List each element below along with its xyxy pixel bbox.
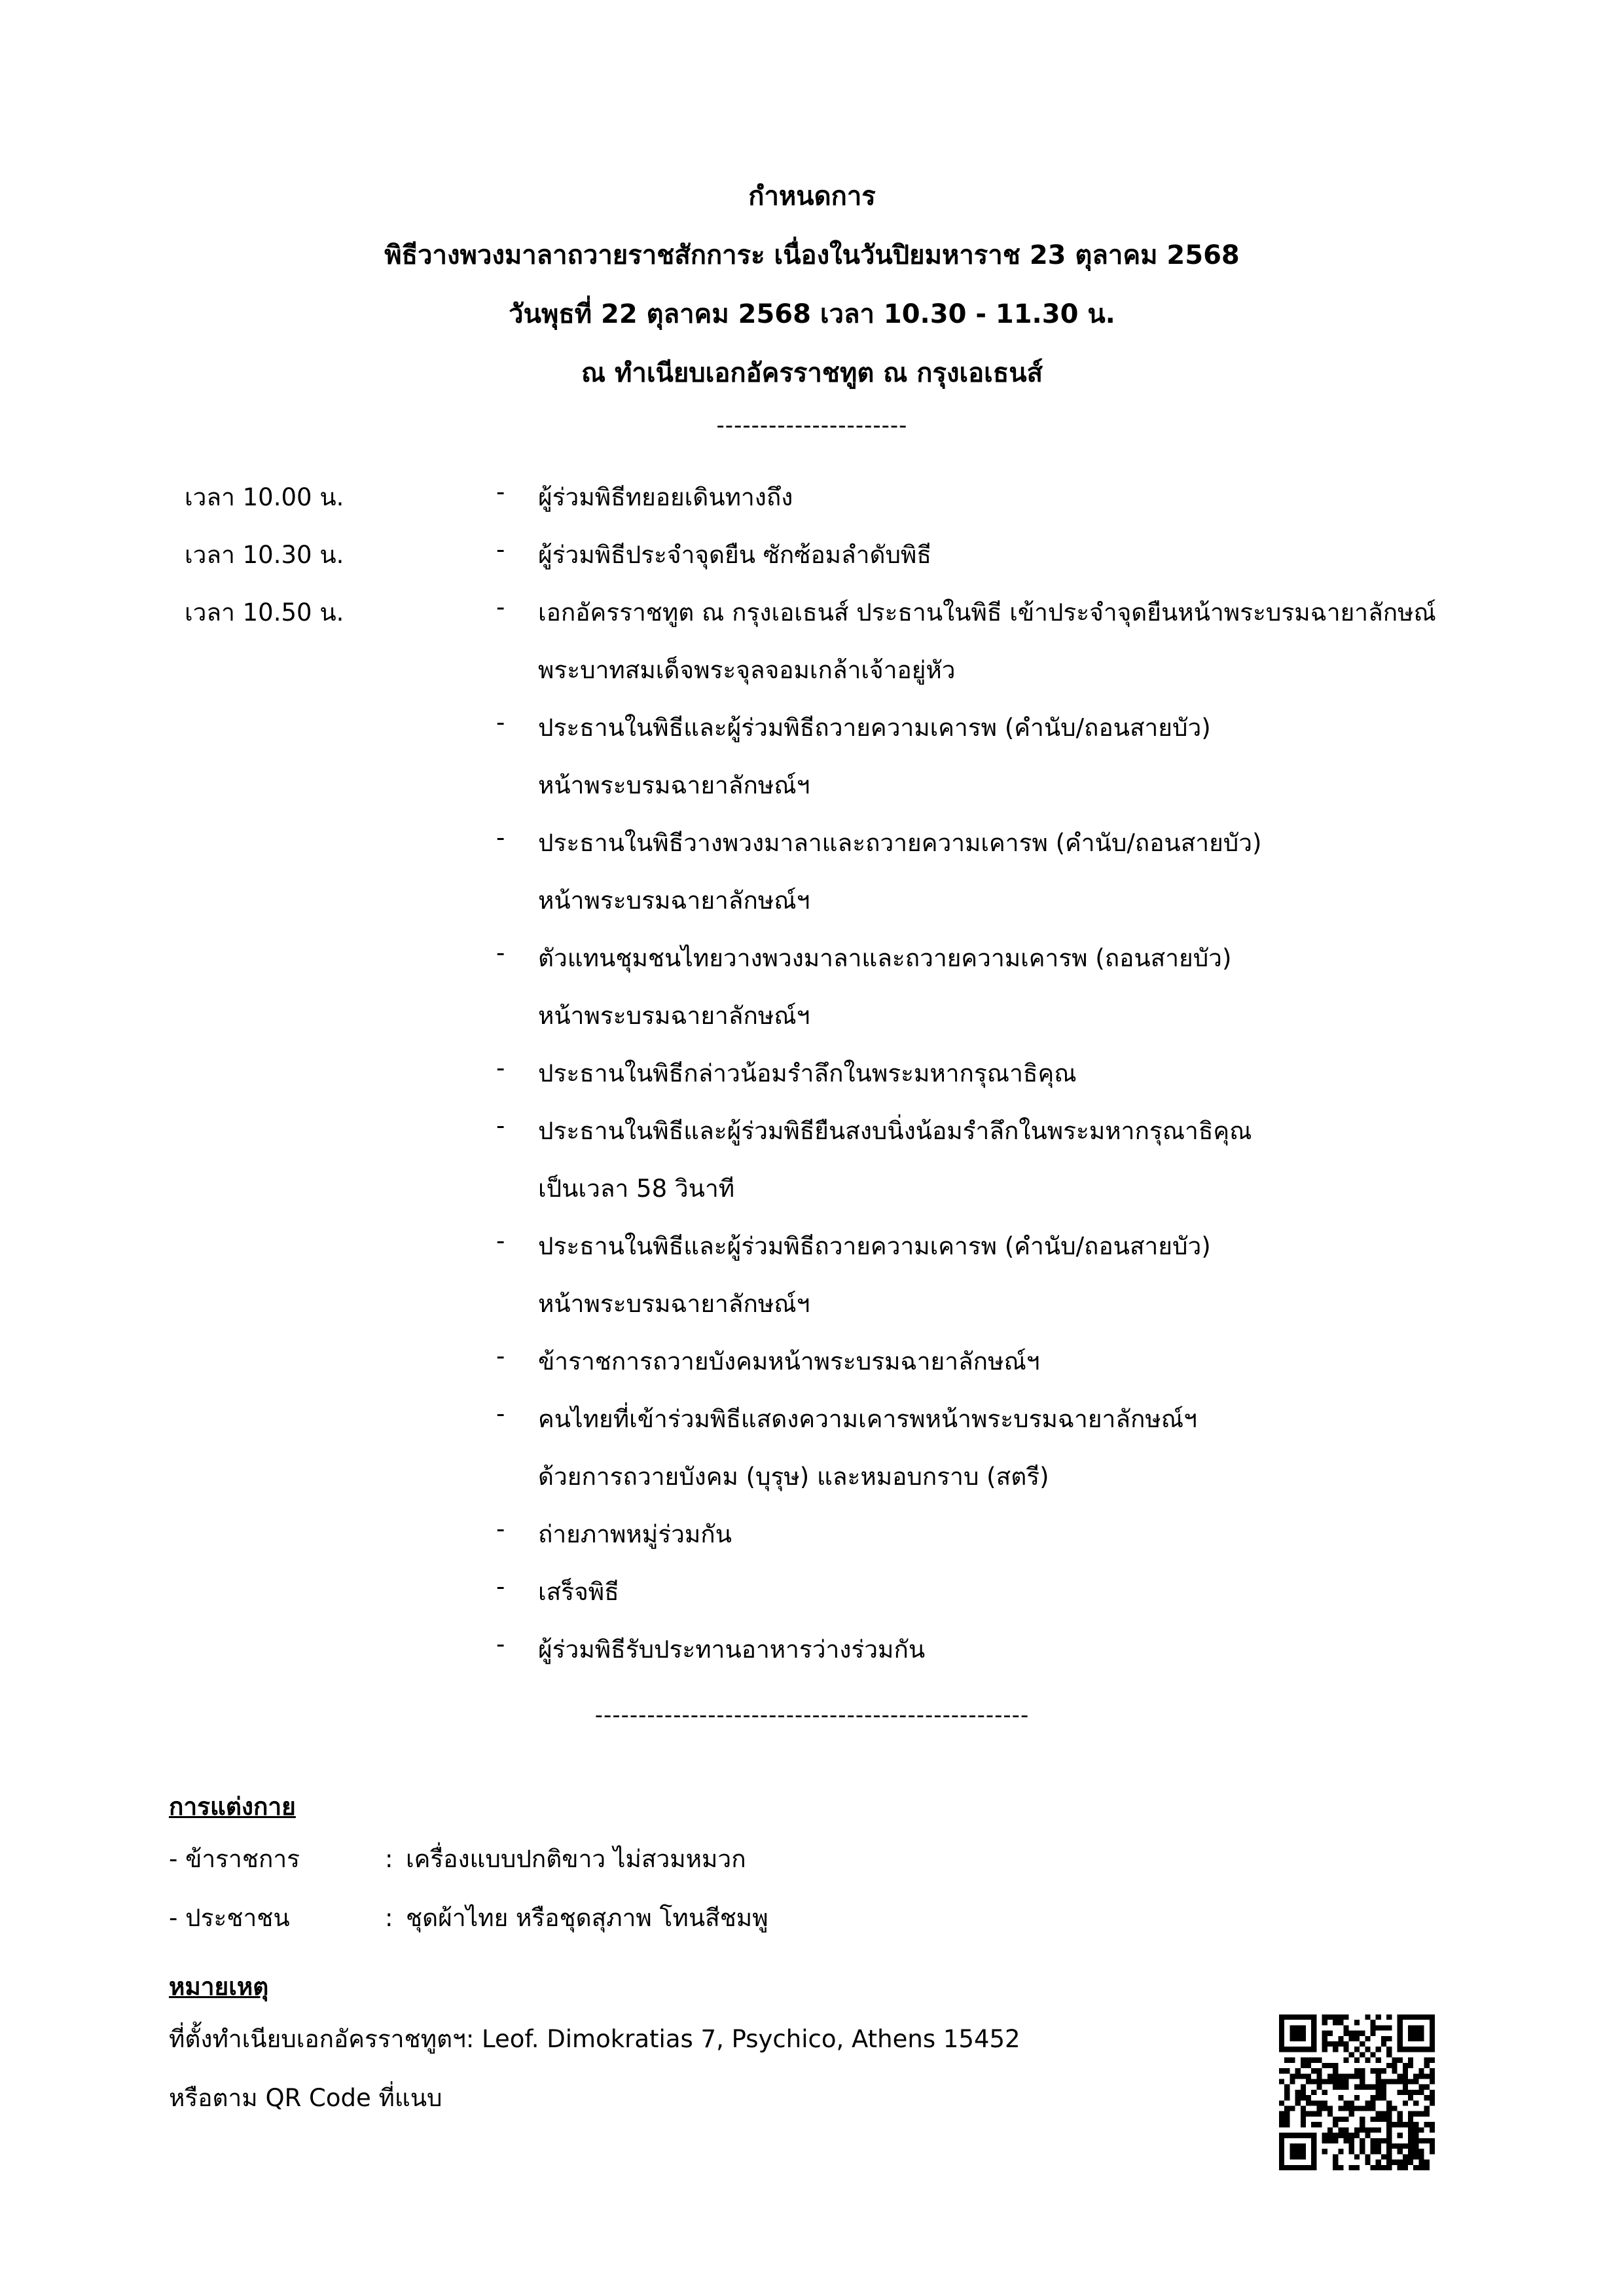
- schedule-row: [0, 1048, 1624, 1105]
- schedule-row: [0, 1105, 1624, 1163]
- schedule-row: [0, 1508, 1624, 1566]
- schedule-text: ผู้ร่วมพิธีประจำจุดยืน ซักซ้อมลำดับพิธี: [538, 541, 931, 569]
- dress-code-colon: :: [385, 1845, 393, 1873]
- dress-code-item: [169, 1830, 1282, 1889]
- schedule-dash: -: [496, 536, 505, 564]
- schedule-row: [0, 1278, 1624, 1336]
- schedule-text: คนไทยที่เข้าร่วมพิธีแสดงความเคารพหน้าพระบรมฉายาลักษณ์ฯ: [538, 1405, 1197, 1433]
- dress-code-title: การแต่งกาย: [169, 1793, 296, 1821]
- header-separator: ----------------------: [716, 412, 908, 439]
- ceremony-venue: ณ ทำเนียบเอกอัครราชทูต ณ กรุงเอเธนส์: [581, 358, 1043, 388]
- schedule-dash: -: [496, 1112, 505, 1140]
- schedule-row: [0, 1566, 1624, 1624]
- schedule-row: [0, 990, 1624, 1048]
- schedule-dash: -: [496, 824, 505, 852]
- schedule-text: หน้าพระบรมฉายาลักษณ์ฯ: [538, 1002, 810, 1030]
- schedule-row: [0, 471, 1624, 529]
- schedule-text: เป็นเวลา 58 วินาที: [538, 1175, 735, 1203]
- schedule-dash: -: [496, 478, 505, 506]
- schedule-dash: -: [496, 1630, 505, 1658]
- schedule-text: ข้าราชการถวายบังคมหน้าพระบรมฉายาลักษณ์ฯ: [538, 1347, 1040, 1376]
- schedule-row: [0, 644, 1624, 702]
- schedule-row: [0, 1336, 1624, 1393]
- schedule-dash: -: [496, 1573, 505, 1601]
- schedule-dash: -: [496, 1054, 505, 1082]
- qr-code-icon: [1279, 2014, 1435, 2170]
- schedule-row: [0, 817, 1624, 875]
- schedule-text: ประธานในพิธีกล่าวน้อมรำลึกในพระมหากรุณาธิคุณ: [538, 1059, 1077, 1087]
- schedule-text: หน้าพระบรมฉายาลักษณ์ฯ: [538, 886, 810, 915]
- schedule-text: หน้าพระบรมฉายาลักษณ์ฯ: [538, 771, 810, 799]
- schedule-row: [0, 759, 1624, 817]
- schedule-dash: -: [496, 708, 505, 737]
- schedule-text: พระบาทสมเด็จพระจุลจอมเกล้าเจ้าอยู่หัว: [538, 656, 956, 684]
- dress-code-label: - ประชาชน: [169, 1904, 290, 1932]
- schedule-dash: -: [496, 1342, 505, 1370]
- schedule-row: [0, 932, 1624, 990]
- dress-code-value: ชุดผ้าไทย หรือชุดสุภาพ โทนสีชมพู: [406, 1904, 768, 1932]
- schedule-dash: -: [496, 939, 505, 967]
- schedule-text: ประธานในพิธีและผู้ร่วมพิธียืนสงบนิ่งน้อมรำลึกในพระมหากรุณาธิคุณ: [538, 1117, 1252, 1145]
- dress-code-colon: :: [385, 1904, 393, 1932]
- dress-code-label: - ข้าราชการ: [169, 1845, 300, 1873]
- schedule-row: [0, 1624, 1624, 1681]
- notes-address: ที่ตั้งทำเนียบเอกอัครราชทูตฯ: Leof. Dimokratias 7, Psychico, Athens 15452: [169, 2025, 1020, 2053]
- schedule-text: ตัวแทนชุมชนไทยวางพวงมาลาและถวายความเคารพ (ถอนสายบัว): [538, 944, 1232, 972]
- ceremony-name: พิธีวางพวงมาลาถวายราชสักการะ เนื่องในวันปิยมหาราช 23 ตุลาคม 2568: [384, 240, 1240, 270]
- schedule-list: [0, 471, 1624, 1681]
- schedule-text: หน้าพระบรมฉายาลักษณ์ฯ: [538, 1290, 810, 1318]
- dress-code-item: [169, 1889, 1282, 1948]
- schedule-text: ประธานในพิธีวางพวงมาลาและถวายความเคารพ (คำนับ/ถอนสายบัว): [538, 829, 1262, 857]
- schedule-dash: -: [496, 593, 505, 621]
- schedule-row: [0, 702, 1624, 759]
- notes-title: หมายเหตุ: [169, 1973, 269, 2001]
- schedule-text: เสร็จพิธี: [538, 1578, 619, 1606]
- schedule-text: ประธานในพิธีและผู้ร่วมพิธีถวายความเคารพ (คำนับ/ถอนสายบัว): [538, 714, 1211, 742]
- schedule-text: เอกอัครราชทูต ณ กรุงเอเธนส์ ประธานในพิธี เข้าประจำจุดยืนหน้าพระบรมฉายาลักษณ์: [538, 598, 1436, 627]
- dress-code-value: เครื่องแบบปกติขาว ไม่สวมหมวก: [406, 1845, 746, 1873]
- schedule-dash: -: [496, 1227, 505, 1255]
- schedule-row: [0, 1451, 1624, 1508]
- schedule-dash: -: [496, 1400, 505, 1428]
- ceremony-datetime: วันพุธที่ 22 ตุลาคม 2568 เวลา 10.30 - 11.30 น.: [509, 299, 1115, 329]
- schedule-time: เวลา 10.50 น.: [185, 598, 344, 627]
- schedule-text: ผู้ร่วมพิธีทยอยเดินทางถึง: [538, 483, 793, 511]
- notes-qr-reference: หรือตาม QR Code ที่แนบ: [169, 2084, 442, 2112]
- schedule-row: [0, 1163, 1624, 1220]
- document-header: [0, 167, 1624, 442]
- schedule-text: ผู้ร่วมพิธีรับประทานอาหารว่างร่วมกัน: [538, 1635, 926, 1664]
- schedule-row: [0, 1393, 1624, 1451]
- schedule-time: เวลา 10.30 น.: [185, 541, 344, 569]
- schedule-dash: -: [496, 1515, 505, 1543]
- dress-code-section: [169, 1784, 1282, 1948]
- notes-section: [169, 1964, 1216, 2128]
- schedule-row: [0, 529, 1624, 587]
- schedule-text: ถ่ายภาพหมู่ร่วมกัน: [538, 1520, 732, 1548]
- schedule-time: เวลา 10.00 น.: [185, 483, 344, 511]
- schedule-text: ประธานในพิธีและผู้ร่วมพิธีถวายความเคารพ (คำนับ/ถอนสายบัว): [538, 1232, 1211, 1260]
- schedule-end-separator: --------------------------------------------------: [594, 1702, 1030, 1728]
- schedule-row: [0, 875, 1624, 932]
- schedule-text: ด้วยการถวายบังคม (บุรุษ) และหมอบกราบ (สตรี): [538, 1463, 1049, 1491]
- document-title: กำหนดการ: [748, 181, 876, 211]
- schedule-row: [0, 587, 1624, 644]
- schedule-row: [0, 1220, 1624, 1278]
